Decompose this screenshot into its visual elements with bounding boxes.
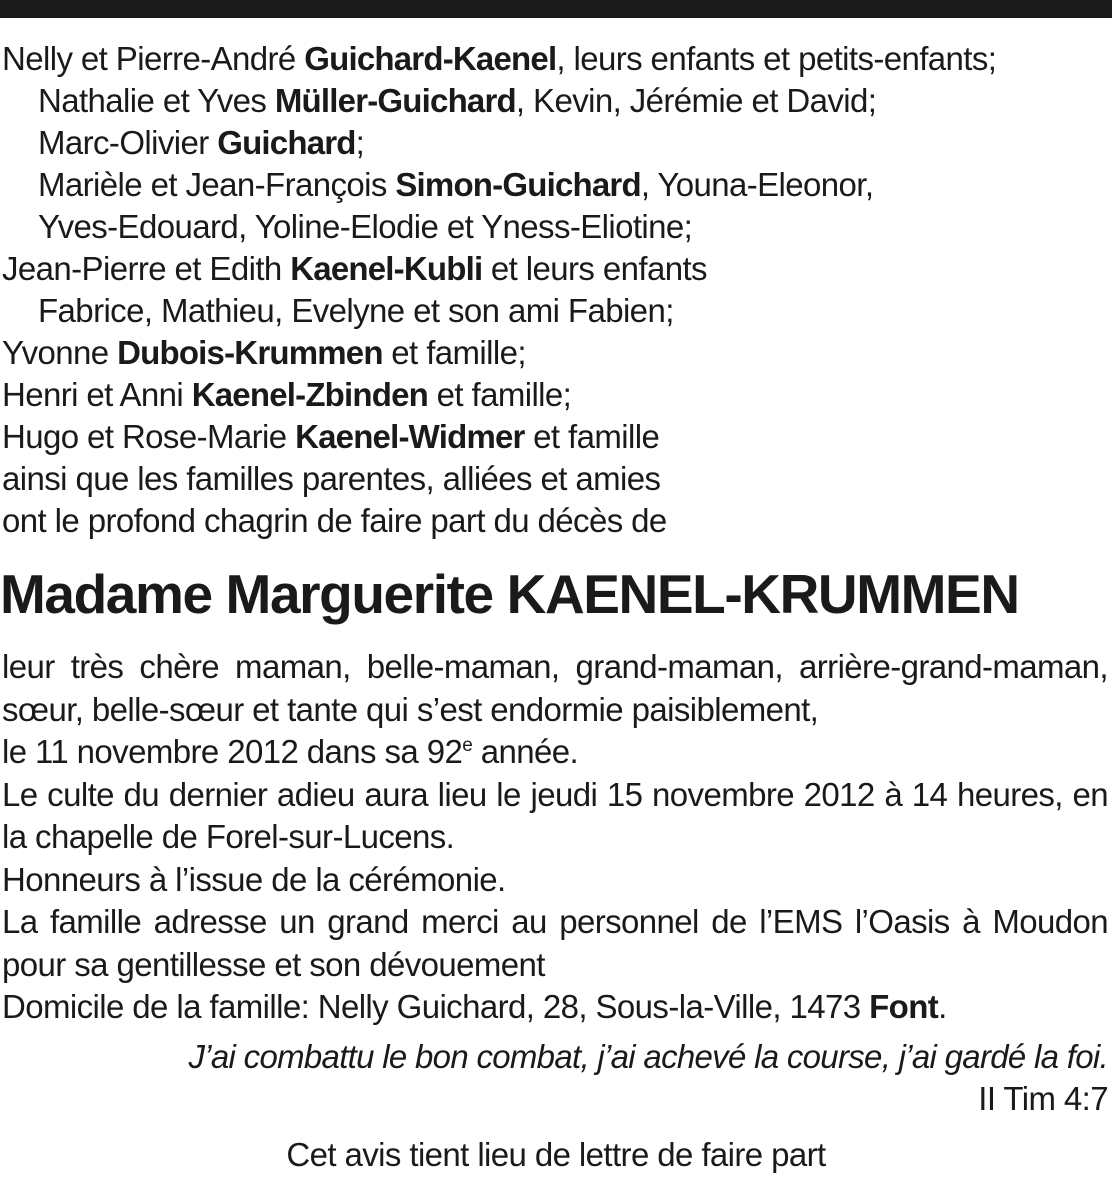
family-line [2,416,1108,458]
family-line-text: Jean-Pierre et Edith [2,250,291,287]
family-line: Yves-Edouard, Yoline-Elodie et Yness-Eliotine; [38,208,693,245]
family-line [2,374,1108,416]
family-line-text: , Youna-Eleonor, [640,166,874,203]
family-line: Fabrice, Mathieu, Evelyne et son ami Fabien; [38,292,674,329]
family-surname: Kaenel-Zbinden [191,376,429,413]
family-surname: Dubois-Krummen [117,334,383,371]
family-line-text: Hugo et Rose-Marie [2,418,296,455]
family-line-text: et leurs enfants [482,250,707,287]
family-line [2,164,1108,206]
family-line-text: Nathalie et Yves [38,82,275,119]
deceased-name: Madame Marguerite KAENEL-KRUMMEN [0,563,1019,625]
top-rule [0,0,1112,18]
domicile-end: . [938,988,947,1025]
family-line [2,80,1108,122]
family-line [2,38,1108,80]
verse-reference: II Tim 4:7 [978,1080,1108,1117]
family-line-text: Marièle et Jean-François [38,166,396,203]
family-line-text: et famille; [428,376,572,413]
thanks-text: La famille adresse un grand merci au personnel de l’EMS l’Oasis à Moudon pour sa gentillesse et son dévouement [2,903,1108,983]
family-line-text: Henri et Anni [2,376,192,413]
bible-verse: J’ai combattu le bon combat, j’ai achevé la course, j’ai gardé la foi. [188,1038,1108,1075]
family-line [2,332,1108,374]
family-line-text: Yvonne [2,334,118,371]
footer-note: Cet avis tient lieu de lettre de faire part [286,1136,826,1173]
family-line: ainsi que les familles parentes, alliées et amies [2,460,661,497]
service-text: Le culte du dernier adieu aura lieu le jeudi 15 novembre 2012 à 14 heures, en la chapelle de Forel-sur-Lucens. [2,775,1108,855]
family-surname: Simon-Guichard [395,166,641,203]
family-surname: Kaenel-Kubli [290,250,483,287]
relationship-line: leur très chère maman, belle-maman, grand-maman, arrière-grand-maman, sœur, belle-sœur et tante qui s’est endormie paisiblement, [2,648,1108,728]
family-line [2,122,1108,164]
family-line-text: , leurs enfants et petits-enfants; [556,40,997,77]
family-surname: Guichard [217,124,356,161]
family-line-text: et famille; [382,334,526,371]
family-line-text: , Kevin, Jérémie et David; [515,82,877,119]
date-text: le 11 novembre 2012 dans sa 92 [2,733,463,770]
family-line-text: ; [355,124,365,161]
family-list [2,38,1108,542]
domicile-text [2,986,1108,1029]
family-line-text: et famille [524,418,660,455]
family-surname: Kaenel-Widmer [295,418,525,455]
family-line-text: Nelly et Pierre-André [2,40,305,77]
domicile-address: Domicile de la famille: Nelly Guichard, 28, Sous-la-Ville, 1473 [2,988,870,1025]
announcement-body [2,646,1108,1029]
family-line [2,248,1108,290]
domicile-town: Font [869,988,939,1025]
family-surname: Guichard-Kaenel [304,40,557,77]
family-line-text: Marc-Olivier [38,124,218,161]
death-date-text [2,731,1108,774]
family-surname: Müller-Guichard [274,82,516,119]
honours-text: Honneurs à l’issue de la cérémonie. [2,860,506,898]
relationship-text [2,646,1108,731]
ordinal-suffix: e [462,735,473,756]
date-text-end: année. [472,733,579,770]
family-line: ont le profond chagrin de faire part du décès de [2,502,667,539]
